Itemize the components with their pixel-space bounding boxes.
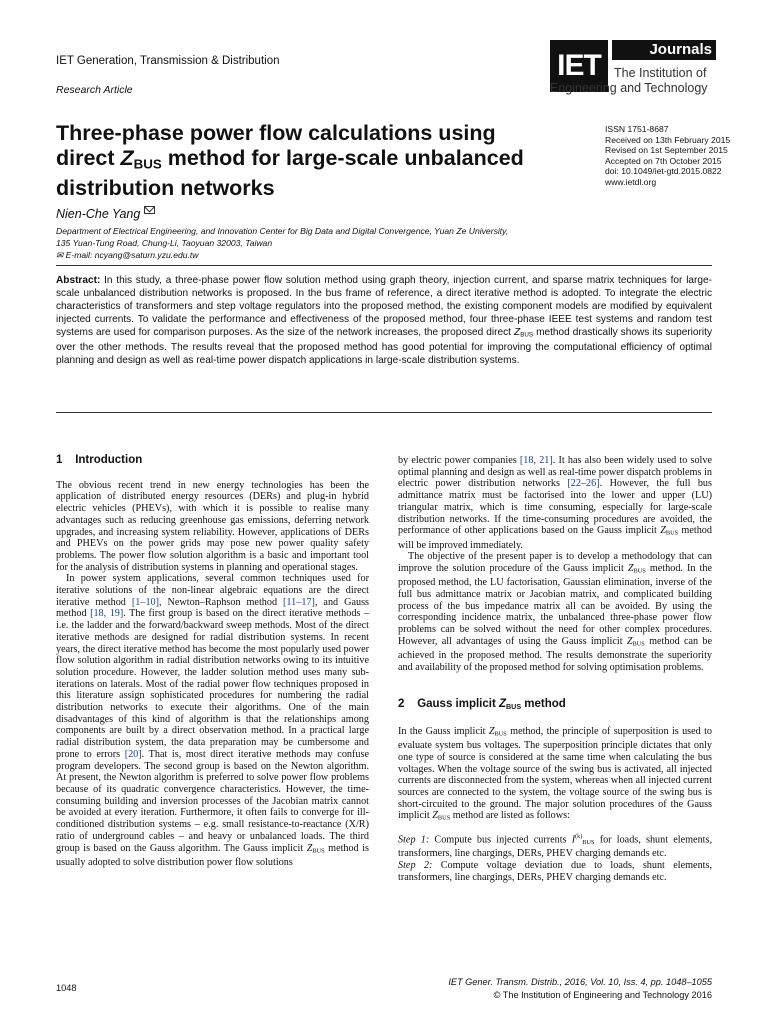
ref-link[interactable]: [18, 19]	[90, 608, 124, 620]
affiliation-address: 135 Yuan-Tung Road, Chung-Li, Taoyuan 32003, Taiwan	[56, 238, 273, 248]
ref-link[interactable]: [22–26]	[567, 478, 600, 490]
received-date: Received on 13th February 2015	[605, 134, 731, 145]
section-1-heading: 1 Introduction	[56, 454, 143, 466]
page-number: 1048	[56, 983, 77, 993]
email-icon[interactable]	[144, 206, 155, 214]
ref-link[interactable]: [18, 21]	[519, 455, 553, 466]
author-email[interactable]: ✉ E-mail: ncyang@saturn.yzu.edu.tw	[56, 250, 199, 260]
section-2-heading: 2 Gauss implicit $Z_{BUS}$ method	[398, 698, 566, 712]
step-1: Step 1: Compute bus injected currents $I^{(k)}_{BUS}$ for loads, shunt elements, transformers, line chargings, DERs, PHEV charging demands etc.	[398, 833, 713, 860]
title-line2: direct $Z_{BUS}$ method for large-scale unbalanced	[56, 146, 524, 172]
col2-paragraph-1: by electric power companies [18, 21]. It has also been widely used to solve optimal planning and design as well as real-time power dispatch problems in electric power distribution networks [22–26]. However, the full bus admittance matrix must be factorised into the lower and upper (LU) triangular matrix, which is time consuming, especially for large-scale distribution networks. If the time-consuming procedures are avoided, the performance of other applications based on the Gauss implicit $Z_{BUS}$ method will be improved immediately.	[398, 455, 712, 551]
ref-link[interactable]: [1–10]	[131, 596, 160, 608]
doi[interactable]: doi: 10.1049/iet-gtd.2015.0822	[605, 166, 722, 177]
paper-title	[56, 121, 566, 201]
footer-copyright: © The Institution of Engineering and Technology 2016	[493, 990, 712, 1000]
ref-link[interactable]: [20]	[124, 748, 142, 760]
title-line3: distribution networks	[56, 176, 275, 201]
col2-paragraph-2: The objective of the present paper is to develop a methodology that can improve the solution procedure of the Gauss implicit $Z_{BUS}$ method. In the proposed method, the LU factorisation, Gaussian elimination, inverse of the full bus admittance matrix or Jacobian matrix, and complicated building process of the bus impedance matrix all can be avoided. By using the corresponding incidence matrix, the unbalanced three-phase power flow problems can be solved without the need for other complex procedures. However, all advantages of using the Gauss implicit $Z_{BUS}$ method can be achieved in the proposed method. The results demonstrate the superiority and availability of the proposed method for solving optimisation problems.	[398, 551, 712, 673]
ref-link[interactable]: [11–17]	[283, 596, 315, 608]
step-2: Step 2: Compute voltage deviation due to loads, shunt elements, transformers, line chargings, DERs, PHEV charging demands etc.	[398, 860, 713, 883]
logo-institution-line2: Engineering and Technology	[550, 81, 708, 95]
footer-citation: IET Gener. Transm. Distrib., 2016, Vol. 10, Iss. 4, pp. 1048–1055	[448, 977, 712, 987]
logo-mark: IET	[550, 40, 608, 92]
logo-journals: Journals	[612, 40, 716, 60]
article-type: Research Article	[56, 84, 133, 96]
abstract: Abstract: In this study, a three-phase power flow solution method using graph theory, injection current, and sparse matrix techniques for large-scale unbalanced distribution networks is proposed. In the bus frame of reference, a direct iterative method is adopted. To integrate the electric characteristics of transformers and step voltage regulators into the proposed method, the existing component models are modified by equivalent injected currents. To validate the performance and effectiveness of the proposed method, four three-phase IEEE test systems and random test systems are used for comparison purposes. As the size of the network increases, the proposed direct $Z_{BUS}$ method drastically shows its superiority over the other methods. The results reveal that the proposed method has good potential for improving the computational efficiency of optimal planning and design as well as real-time power dispatch applications in large-scale distribution systems.	[56, 275, 712, 366]
divider-top	[56, 265, 712, 266]
logo-institution-line1: The Institution of	[614, 66, 707, 80]
iet-logo	[550, 40, 720, 100]
right-column	[398, 455, 712, 883]
author-name: Nien-Che Yang	[56, 207, 155, 221]
intro-paragraph-2: In power system applications, several common techniques used for iterative solutions of the non-linear algebraic equations are the direct iterative method [1–10], Newton–Raphson method [11–17], and Gauss method [18, 19]. The first group is based on the direct iterative methods – i.e. the ladder and the forward/backward sweep methods. Most of the direct iterative methods are designed for radial distribution systems. In recent years, the direct iterative method has become the most popularly used power flow solution algorithm in radial distribution networks owing to its intuitive solution procedure. However, the ladder solution method uses many sub-iterations on laterals. Most of the radial power flow techniques proposed in this literature assign sophisticated procedures for numbering the radial distribution networks to execute their algorithms. One of the main disadvantages of this kind of algorithm is that the relationships among components are built by a direct observation method. In a practical large radial distribution system, the data preparation may be cumbersome and prone to errors [20]. That is, most direct iterative methods may confuse program developers. The second group is based on the Newton algorithm. At present, the Newton algorithm is preferred to solve power flow problems because of its quadratic convergence characteristics. However, the time-consuming building and inversion processes of the Jacobian matrix cannot be avoided at every iteration. Furthermore, it often fails to converge for ill-conditioned distribution systems – e.g. small resistance-to-reactance (X/R) ratio of underground cables – and heavy or unbalanced loads. The third group is based on the Gauss algorithm. The Gauss implicit $Z_{BUS}$ method is usually adopted to solve distribution power flow solutions	[56, 573, 369, 868]
website-link[interactable]: www.ietdl.org	[605, 176, 657, 187]
left-column	[56, 455, 369, 868]
article-metadata	[605, 124, 730, 188]
section-2-paragraph: In the Gauss implicit $Z_{BUS}$ method, the principle of superposition is used to evaluate system bus voltages. The superposition principle dictates that only one type of source is considered at the same time when calculating the bus voltages. When the voltage source of the swing bus is activated, all injected currents are disconnected from the system, whereas when all injected current sources are connected to the system, the voltage source of the swing bus is short-circuited to the ground. The major solution procedures of the Gauss implicit $Z_{BUS}$ method are listed as follows:	[398, 725, 712, 822]
affiliation	[56, 225, 508, 261]
affiliation-dept: Department of Electrical Engineering, and Innovation Center for Big Data and Digital Convergence, Yuan Ze University,	[56, 226, 509, 236]
divider-bottom	[56, 412, 712, 413]
accepted-date: Accepted on 7th October 2015	[605, 155, 722, 166]
intro-paragraph-1: The obvious recent trend in new energy technologies has been the application of distributed energy resources (DERs) and plug-in hybrid electric vehicles (PHEVs), with which it is possible to realise many advantages such as reducing greenhouse gas emissions, deferring network upgrades, and increasing system reliability. However, applications of DERs and PHEVs on the power grids may pose new power quality safety problems. The power flow solution algorithm is a basic and important tool for the analysis of distribution systems in planning and operational stages.	[56, 479, 369, 573]
revised-date: Revised on 1st September 2015	[605, 145, 728, 156]
title-line1: Three-phase power flow calculations using	[56, 121, 496, 145]
issn: ISSN 1751-8687	[605, 124, 669, 134]
journal-name: IET Generation, Transmission & Distribution	[56, 55, 280, 67]
